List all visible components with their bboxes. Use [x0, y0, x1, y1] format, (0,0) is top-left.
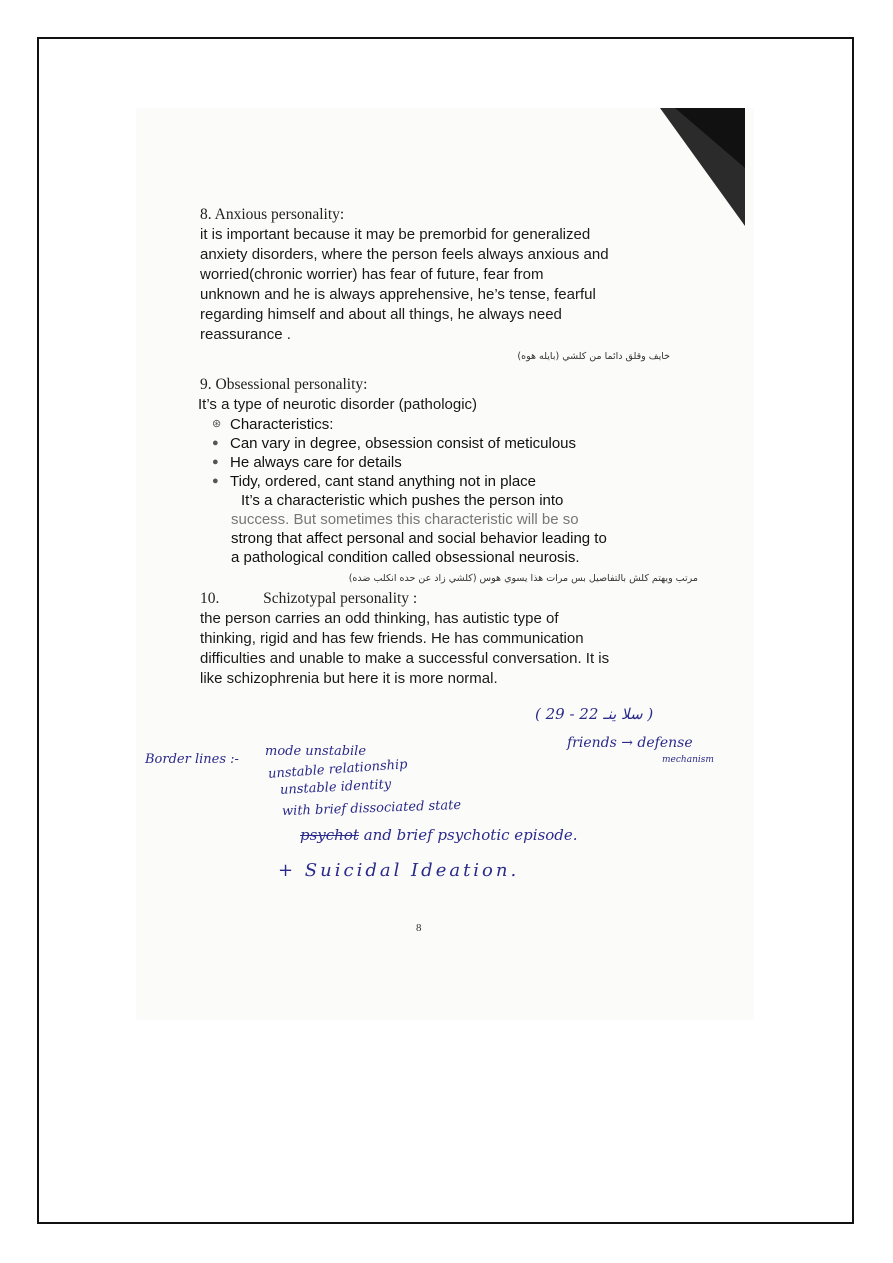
arabic-note-obsessional: مرتب ويهتم كلش بالتفاصيل بس مرات هذا يسوي هوس (كلشي زاد عن حده انكلب ضده): [348, 573, 698, 584]
text-line: success. But sometimes this characteristic will be so: [231, 511, 579, 528]
text-line: like schizophrenia but here it is more normal.: [200, 670, 498, 687]
obsessional-intro: It’s a type of neurotic disorder (pathologic): [198, 396, 478, 413]
handwritten-mechanism: mechanism: [662, 755, 714, 765]
handwritten-line: unstable identity: [279, 777, 392, 798]
crossed-out-word: psychot: [300, 826, 359, 844]
handwritten-line: mode unstabile: [265, 744, 367, 759]
text-line: a pathological condition called obsessional neurosis.: [231, 549, 580, 566]
list-item: [200, 453, 670, 472]
characteristics-list: [200, 415, 670, 491]
text-line: difficulties and unable to make a successful conversation. It is: [200, 650, 610, 667]
handwritten-friends-note: friends → defense: [567, 735, 693, 751]
anxious-paragraph: [200, 225, 670, 345]
heading-obsessional: 9. Obsessional personality:: [200, 376, 368, 393]
text-line: anxiety disorders, where the person feels always anxious and: [200, 246, 609, 263]
handwritten-border-label: Border lines :-: [145, 752, 239, 767]
list-item: [200, 472, 670, 491]
schizotypal-paragraph: [200, 609, 670, 689]
list-item: [200, 415, 670, 434]
text-line: worried(chronic worrier) has fear of future, fear from: [200, 266, 544, 283]
text-line: reassurance .: [200, 326, 291, 343]
handwritten-text: and brief psychotic episode.: [363, 826, 578, 844]
text-line: regarding himself and about all things, he always need: [200, 306, 562, 323]
handwritten-line: + Suicidal Ideation.: [278, 860, 520, 881]
handwritten-age-note: ( 29 - 22 سلا ينـ ): [535, 705, 654, 723]
bullet-icon: ●: [212, 437, 219, 449]
arabic-note-anxious: خايف وقلق دائما من كلشي (بايله هوه): [517, 351, 670, 362]
text-line: thinking, rigid and has few friends. He has communication: [200, 630, 584, 647]
text-line: it is important because it may be premorbid for generalized: [200, 226, 591, 243]
list-item-text: He always care for details: [230, 454, 402, 471]
text-line: unknown and he is always apprehensive, he’s tense, fearful: [200, 286, 596, 303]
text-line: It’s a characteristic which pushes the person into: [241, 492, 564, 509]
handwritten-line: [300, 826, 578, 844]
bullet-icon: ●: [212, 456, 219, 468]
list-item-text: Can vary in degree, obsession consist of meticulous: [230, 435, 577, 452]
text-line: strong that affect personal and social behavior leading to: [231, 530, 607, 547]
page-number: 8: [416, 922, 422, 934]
bullet-icon: ⊛: [212, 418, 222, 430]
document-body: [198, 205, 698, 689]
section-title: Schizotypal personality :: [263, 590, 418, 607]
list-item-text: Characteristics:: [230, 416, 334, 433]
list-item-text: Tidy, ordered, cant stand anything not in place: [230, 473, 537, 490]
handwritten-line: with brief dissociated state: [281, 797, 462, 820]
text-line: the person carries an odd thinking, has autistic type of: [200, 610, 559, 627]
handwritten-line: unstable relationship: [267, 757, 408, 782]
bullet-icon: ●: [212, 475, 219, 487]
list-item: [200, 434, 670, 453]
heading-anxious: 8. Anxious personality:: [200, 206, 345, 223]
heading-schizotypal: [200, 589, 670, 609]
section-number: 10.: [200, 590, 220, 607]
